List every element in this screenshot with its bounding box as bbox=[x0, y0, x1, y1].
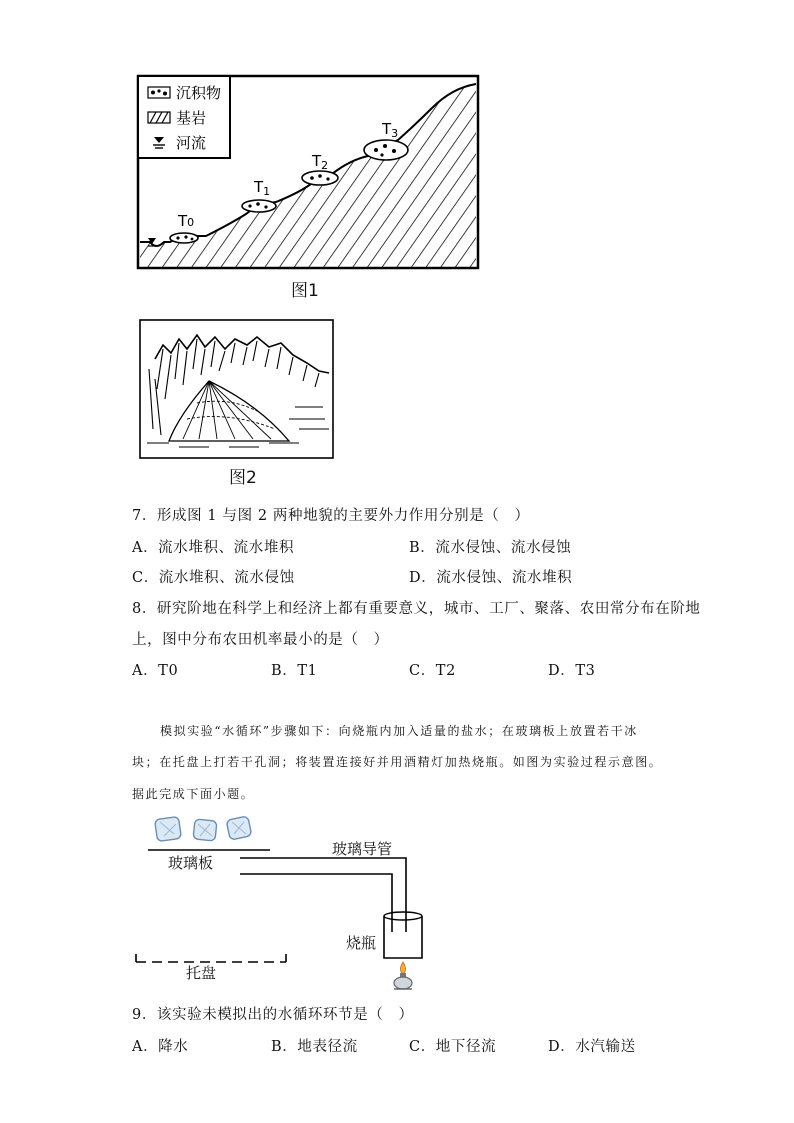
legend-sediment-label: 沉积物 bbox=[176, 84, 222, 102]
question-9-option-d[interactable]: D．水汽输送 bbox=[548, 1039, 636, 1055]
terrace-label-T1: $T_1$ bbox=[254, 178, 271, 198]
water-cycle-apparatus-diagram bbox=[130, 808, 440, 993]
question-9-option-a[interactable]: A．降水 bbox=[132, 1039, 189, 1055]
legend-river-label: 河流 bbox=[176, 134, 207, 152]
glass-plate-label: 玻璃板 bbox=[168, 854, 214, 872]
question-8-option-d[interactable]: D．T3 bbox=[548, 663, 596, 679]
sediment-icon bbox=[148, 87, 170, 98]
terrace-T3-sediment bbox=[364, 140, 408, 160]
flask-label: 烧瓶 bbox=[346, 934, 377, 952]
question-8-stem-line-2: 上，图中分布农田机率最小的是（ ） bbox=[132, 632, 389, 648]
tray bbox=[136, 954, 286, 962]
question-8-option-c[interactable]: C．T2 bbox=[409, 663, 456, 679]
question-8-stem-line-1: 8．研究阶地在科学上和经济上都有重要意义，城市、工厂、聚落、农田常分布在阶地 bbox=[132, 601, 701, 617]
alcohol-lamp-icon bbox=[394, 962, 412, 989]
figure1-caption: 图1 bbox=[291, 281, 319, 301]
terrace-T1-sediment bbox=[242, 200, 276, 212]
legend-bedrock-label: 基岩 bbox=[176, 109, 207, 127]
passage-line-3: 据此完成下面小题。 bbox=[132, 787, 255, 801]
glass-tube-label: 玻璃导管 bbox=[332, 840, 393, 858]
question-9-option-c[interactable]: C．地下径流 bbox=[409, 1039, 497, 1055]
bedrock-icon bbox=[148, 112, 170, 123]
figure1-terrace-diagram bbox=[136, 74, 480, 270]
ice-cube-icon bbox=[226, 816, 252, 840]
question-7-option-c[interactable]: C．流水堆积、流水侵蚀 bbox=[132, 570, 295, 586]
figure2-caption: 图2 bbox=[229, 468, 257, 488]
question-8-option-b[interactable]: B．T1 bbox=[271, 663, 318, 679]
terrace-label-T3: $T_3$ bbox=[382, 120, 399, 140]
flask bbox=[384, 912, 422, 958]
question-8-option-a[interactable]: A．T0 bbox=[132, 663, 179, 679]
tray-label: 托盘 bbox=[186, 964, 217, 982]
passage-line-2: 块；在托盘上打若干孔洞；将装置连接好并用酒精灯加热烧瓶。如图为实验过程示意图。 bbox=[132, 755, 663, 769]
terrace-T0-sediment bbox=[170, 233, 198, 243]
question-7-option-d[interactable]: D．流水侵蚀、流水堆积 bbox=[409, 570, 573, 586]
ice-cube-icon bbox=[193, 819, 217, 841]
terrace-T2-sediment bbox=[302, 171, 338, 185]
glass-tube bbox=[240, 858, 406, 920]
figure1-legend bbox=[138, 76, 230, 158]
question-7-option-a[interactable]: A．流水堆积、流水堆积 bbox=[132, 540, 295, 556]
question-7-stem: 7．形成图 1 与图 2 两种地貌的主要外力作用分别是（ ） bbox=[132, 508, 530, 524]
question-9-option-b[interactable]: B．地表径流 bbox=[271, 1039, 358, 1055]
question-7-option-b[interactable]: B．流水侵蚀、流水侵蚀 bbox=[409, 540, 572, 556]
passage-line-1: 模拟实验“水循环”步骤如下：向烧瓶内加入适量的盐水；在玻璃板上放置若干冰 bbox=[160, 724, 638, 738]
terrace-label-T2: $T_2$ bbox=[312, 152, 329, 172]
terrace-label-T0: T0 bbox=[178, 212, 195, 230]
figure2-alluvial-fan-sketch bbox=[139, 319, 334, 459]
question-9-stem: 9．该实验未模拟出的水循环环节是（ ） bbox=[132, 1007, 414, 1023]
ice-cube-icon bbox=[155, 816, 182, 841]
